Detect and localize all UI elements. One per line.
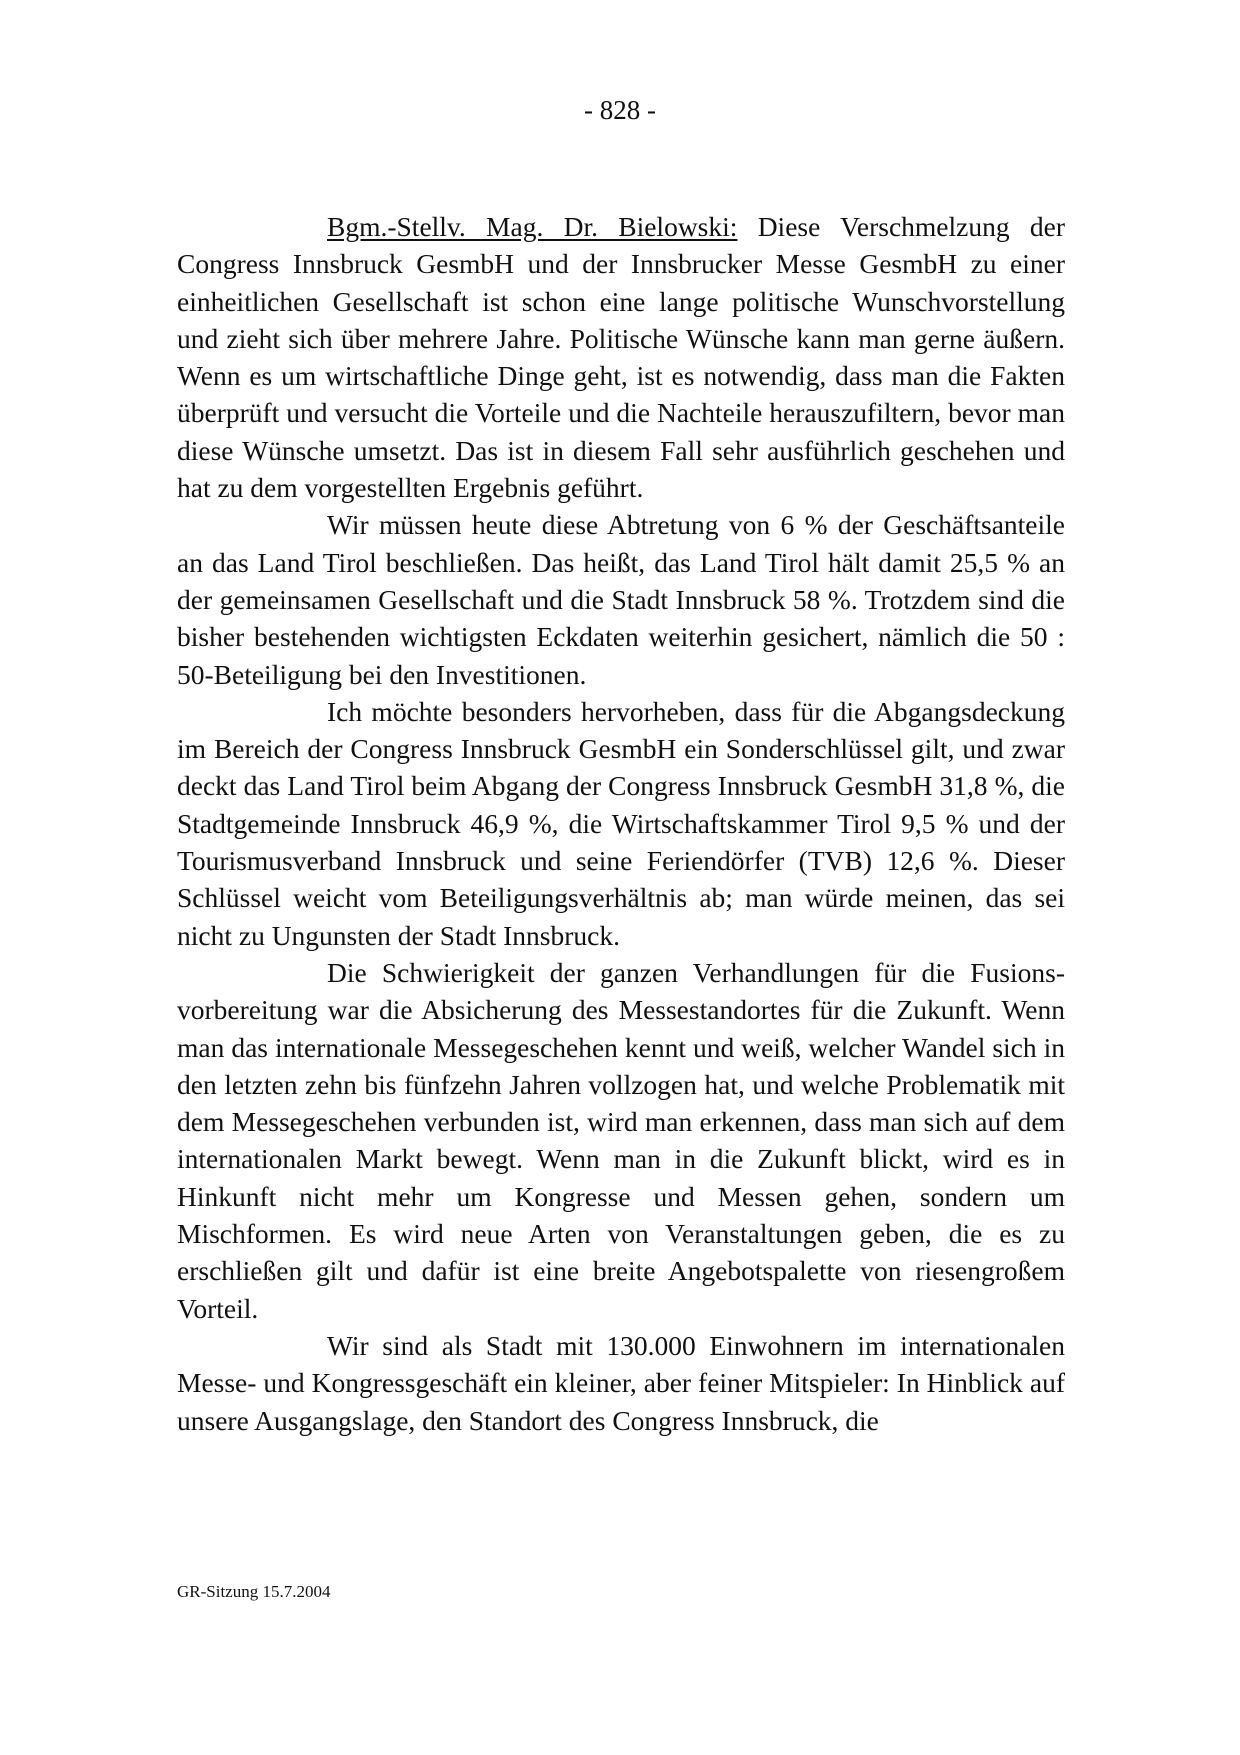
- footer-session-date: GR-Sitzung 15.7.2004: [177, 1582, 331, 1601]
- paragraph-2: Wir müssen heute diese Abtretung von 6 % der Geschäftsanteile an das Land Tirol beschließen. Das heißt, das Land Tirol hält damit 25,5 % an der gemeinsamen Gesellschaft und die Stadt Innsbruck 58 %. Trotzdem sind die bisher bestehenden wichtigsten Eckdaten weiterhin gesichert, nämlich die 50 : 50-Beteiligung bei den Investitionen.: [177, 509, 1065, 690]
- paragraph-4: Die Schwierigkeit der ganzen Verhandlungen für die Fusionsvorbereitung war die Absicherung des Messestandortes für die Zukunft. Wenn man das internationale Messegeschehen kennt und weiß, welcher Wandel sich in den letzten zehn bis fünfzehn Jahren vollzogen hat, und welche Problematik mit dem Messegeschehen verbunden ist, wird man erkennen, dass man sich auf dem internationalen Markt bewegt. Wenn man in die Zukunft blickt, wird es in Hinkunft nicht mehr um Kongresse und Messen gehen, sondern um Mischformen. Es wird neue Arten von Veranstaltungen geben, die es zu erschließen gilt und dafür ist eine breite Angebotspalette von riesengroßem Vorteil.: [177, 956, 1065, 1324]
- page-number: - 828 -: [584, 95, 656, 125]
- paragraph-text: Diese Verschmelzung der Congress Innsbruck GesmbH und der Innsbrucker Messe GesmbH zu einer einheitlichen Gesellschaft ist schon eine lange politische Wunschvorstellung und zieht sich über mehrere Jahre. Politische Wünsche kann man gerne äußern. Wenn es um wirtschaftliche Dinge geht, ist es notwendig, dass man die Fakten überprüft und versucht die Vorteile und die Nachteile herauszufiltern, bevor man diese Wünsche umsetzt. Das ist in diesem Fall sehr ausführlich geschehen und hat zu dem vorgestellten Ergebnis geführt.: [177, 211, 1065, 504]
- speaker-name: Bgm.-Stellv. Mag. Dr. Bielowski:: [327, 211, 738, 242]
- document-body: [177, 208, 1065, 1439]
- paragraph-1: [177, 208, 1065, 506]
- paragraph-3: Ich möchte besonders hervorheben, dass für die Abgangsdeckung im Bereich der Congress Innsbruck GesmbH ein Sonderschlüssel gilt, und zwar deckt das Land Tirol beim Abgang der Congress Innsbruck GesmbH 31,8 %, die Stadtgemeinde Innsbruck 46,9 %, die Wirtschaftskammer Tirol 9,5 % und der Tourismusverband Innsbruck und seine Feriendörfer (TVB) 12,6 %. Dieser Schlüssel weicht vom Beteiligungsverhältnis ab; man würde meinen, das sei nicht zu Ungunsten der Stadt Innsbruck.: [177, 695, 1065, 951]
- paragraph-5: Wir sind als Stadt mit 130.000 Einwohnern im internationalen Messe- und Kongressgeschäft ein kleiner, aber feiner Mitspieler: In Hinblick auf unsere Ausgangslage, den Standort des Congress Innsbruck, die: [177, 1329, 1065, 1436]
